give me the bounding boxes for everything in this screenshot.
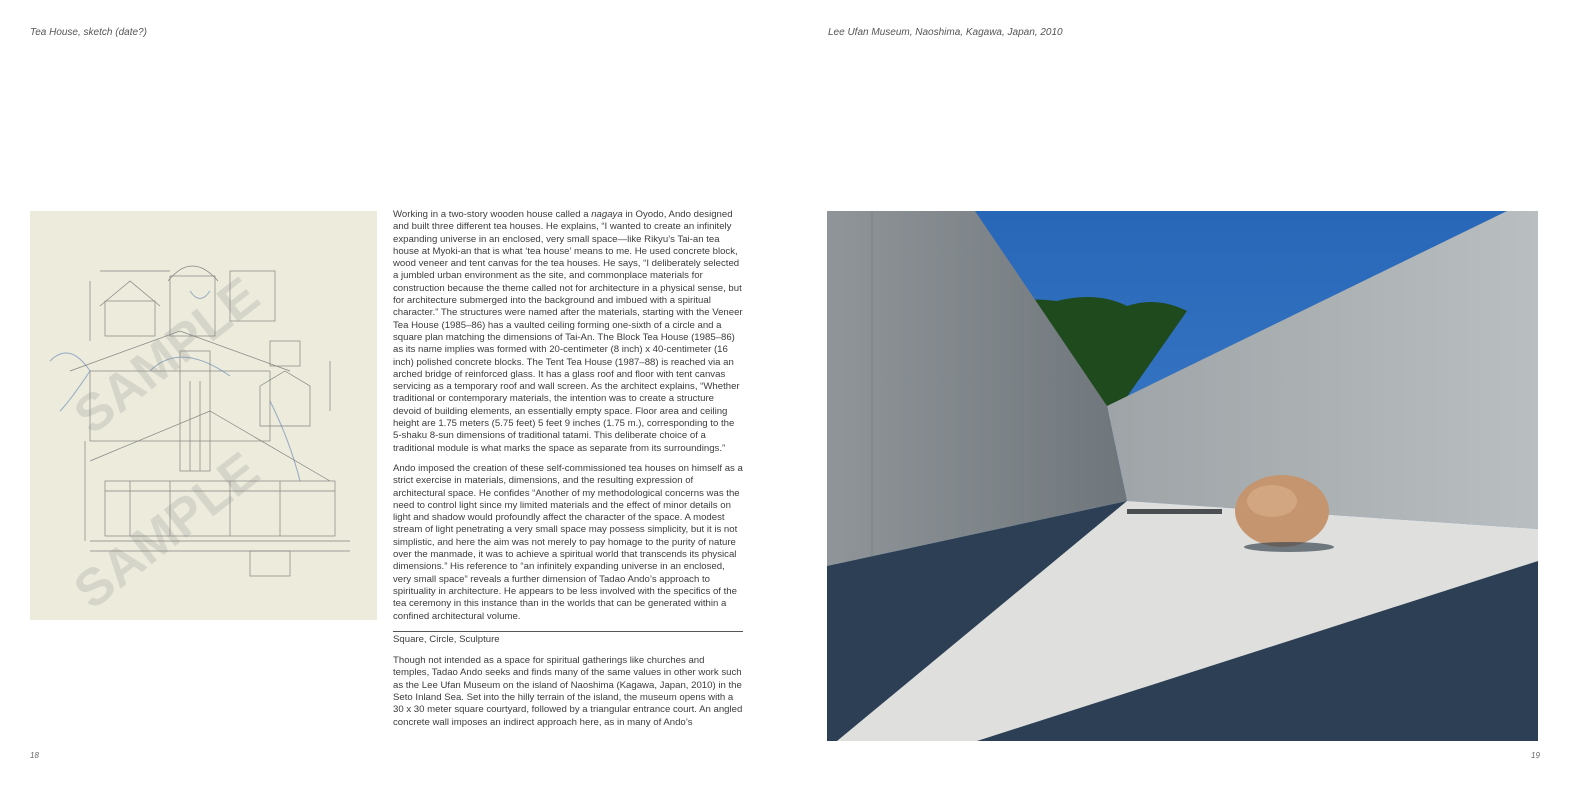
tea-house-sketch-image (30, 211, 377, 620)
body-paragraph-2: Ando imposed the creation of these self-commissioned tea houses on himself as a strict exercise in materials, dimensions, and the resulting expression of architectural space. He confides “Another of my methodological concerns was the need to control light since my limited materials and the effect of minor details on light and shadow would profoundly affect the character of the space. A modest stream of light penetrating a very small space may possess simplicity, but it is not simplistic, and here the aim was not merely to pay homage to the purity of nature over the manmade, it was to achieve a spiritual world that transcends its physical dimensions.” His reference to “an infinitely expanding universe in an enclosed, very small space” reveals a further dimension of Tadao Ando’s approach to spirituality in architecture. He appears to be less involved with the specifics of the tea ceremony in this instance than in the worlds that can be generated within a confined architectural volume. (393, 462, 743, 622)
left-page-number: 18 (30, 751, 39, 760)
body-paragraph-1: Working in a two-story wooden house called a nagaya in Oyodo, Ando designed and built three different tea houses. He explains, “I wanted to create an infinitely expanding universe in an enclosed, very small space—like Rikyu’s Tai-an tea house at Myoki-an that is what ‘tea house’ means to me. He used concrete block, wood veneer and tent canvas for the tea houses. He says, “I deliberately selected a jumbled urban environment as the site, and commonplace materials for construction because the theme called not for architecture in a physical sense, but for architecture submerged into the background and imbued with a spiritual character.” The structures were named after the materials, starting with the Veneer Tea House (1985–86) has a vaulted ceiling forming one-sixth of a circle and a square plan matching the dimensions of Tai-An. The Block Tea House (1985–86) as its name implies was formed with 20-centimeter (8 inch) x 40-centimeter (16 inch) polished concrete blocks. The Tent Tea House (1987–88) is reached via an arched bridge of reinforced glass. It has a glass roof and floor with tent canvas servicing as a temporary roof and wall screen. As the architect explains, “Whether traditional or contemporary materials, the intention was to create a structure devoid of building elements, an essentially empty space. Floor area and ceiling height are 1.75 meters (5.75 feet) 5 feet 9 inches (1.75 m.), corresponding to the 5-shaku 8-sun dimensions of traditional tatami. This deliberate choice of a traditional module is what marks the space as separate from its surroundings.” (393, 209, 743, 454)
left-page-caption: Tea House, sketch (date?) (30, 27, 147, 38)
watermark-sample-upper: SAMPLE (63, 266, 271, 446)
watermark-sample-lower: SAMPLE (63, 441, 271, 620)
lee-ufan-museum-photo (827, 211, 1538, 741)
section-divider (393, 631, 743, 632)
body-text-column (393, 209, 743, 737)
right-page-caption: Lee Ufan Museum, Naoshima, Kagawa, Japan, 2010 (828, 27, 1063, 38)
section-heading: Square, Circle, Sculpture (393, 633, 500, 645)
right-page-number: 19 (1531, 751, 1540, 760)
body-paragraph-3: Though not intended as a space for spiritual gatherings like churches and temples, Tadao Ando seeks and finds many of the same values in other work such as the Lee Ufan Museum on the island of Naoshima (Kagawa, Japan, 2010) in the Seto Inland Sea. Set into the hilly terrain of the island, the museum opens with a 30 x 30 meter square courtyard, followed by a triangular entrance court. An angled concrete wall imposes an indirect approach here, as in many of Ando’s (393, 655, 743, 728)
